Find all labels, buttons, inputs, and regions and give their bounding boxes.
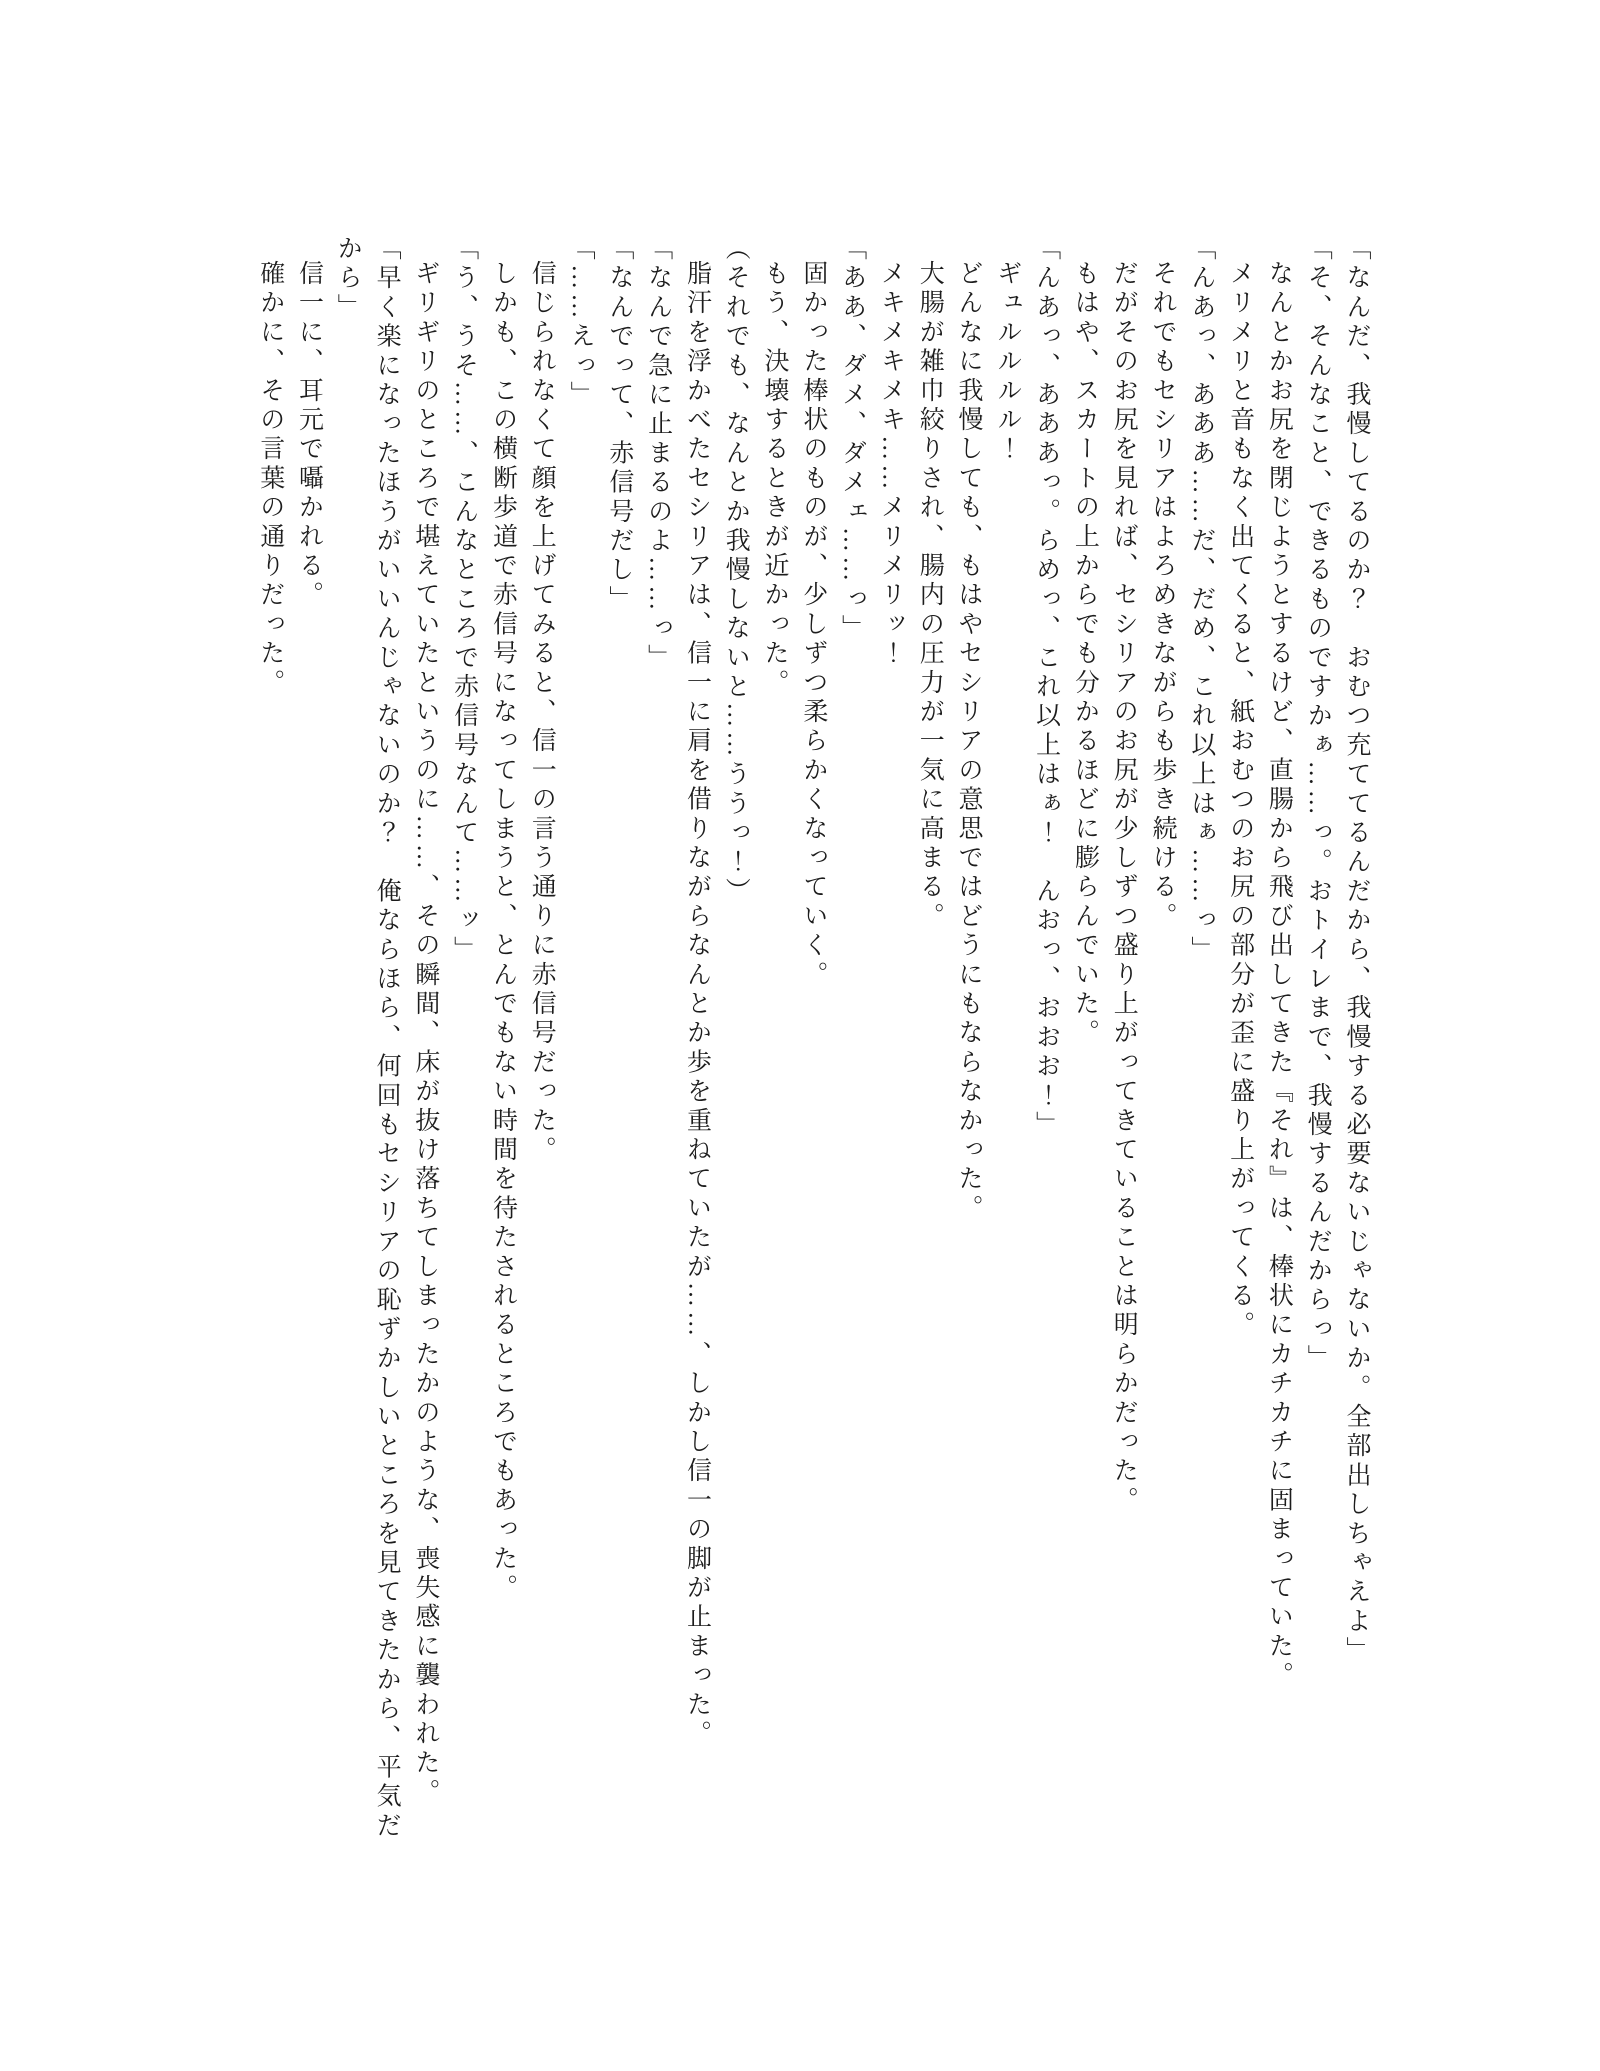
paragraph-line: なんとかお尻を閉じようとするけど、直腸から飛び出してきた『それ』は、棒状にカチカチに固まっていた。 [1265,260,1293,1691]
paragraph-line: 「う、うそ……、こんなところで赤信号なんて……ッ」 [450,235,478,965]
paragraph-line: 「そ、そんなこと、できるものですかぁ……っ。おトイレまで、我慢するんだからっ」 [1304,235,1332,1374]
paragraph-line: 「なんでって、赤信号だし」 [605,235,633,615]
vertical-text-block [250,235,1375,1841]
paragraph-line: 「んあっ、あああっ。らめっ、これ以上はぁ！ んおっ、おおお！」 [1032,235,1060,1141]
paragraph-line: それでもセシリアはよろめきながらも歩き続ける。 [1149,260,1177,932]
paragraph-line: 「ああ、ダメ、ダメェ……っ」 [838,235,866,644]
paragraph-line: 大腸が雑巾絞りされ、腸内の圧力が一気に高まる。 [916,260,944,932]
paragraph-line: だがそのお尻を見れば、セシリアのお尻が少しずつ盛り上がってきていることは明らかだった。 [1110,260,1138,1516]
paragraph-line: 脂汗を浮かべたセシリアは、信一に肩を借りながらなんとか歩を重ねていたが……、しかし信一の脚が止まった。 [683,260,711,1750]
paragraph-line: もう、決壊するときが近かった。 [761,260,789,698]
paragraph-line: もはや、スカートの上からでも分かるほどに膨らんでいた。 [1071,260,1099,1049]
paragraph-line: 固かった棒状のものが、少しずつ柔らかくなっていく。 [799,260,827,990]
paragraph-line: 信一に、耳元で囁かれる。 [295,260,323,611]
paragraph-line: どんなに我慢しても、もはやセシリアの意思ではどうにもならなかった。 [955,260,983,1224]
paragraph-line: 信じられなくて顔を上げてみると、信一の言う通りに赤信号だった。 [528,260,556,1166]
paragraph-line: 「なんで急に止まるのよ……っ」 [644,235,672,673]
paragraph-line: メキメキメキ……メリメリッ！ [877,260,905,669]
paragraph-line: メリメリと音もなく出てくると、紙おむつのお尻の部分が歪に盛り上がってくる。 [1226,260,1254,1341]
paragraph-line: ギリギリのところで堪えていたというのに……、その瞬間、床が抜け落ちてしまったかのような、喪失感に襲われた。 [411,260,439,1808]
paragraph-line: （それでも、なんとか我慢しないと……ううっ！） [722,235,750,907]
paragraph-line: しかも、この横断歩道で赤信号になってしまうと、とんでもない時間を待たされるところでもあった。 [489,260,517,1604]
paragraph-line: 「んあっ、あああ……だ、だめ、これ以上はぁ……っ」 [1187,235,1215,965]
paragraph-line: 「早く楽になったほうがいいんじゃないのか？ 俺ならほら、何回もセシリアの恥ずかしいところを見てきたから、平気だから」 [334,235,401,1841]
paragraph-line: 確かに、その言葉の通りだった。 [256,260,284,698]
paragraph-line: 「……えっ」 [567,235,595,411]
paragraph-line: 「なんだ、我慢してるのか？ おむつ充ててるんだから、我慢する必要ないじゃないか。全部出しちゃえよ」 [1343,235,1370,1666]
paragraph-line: ギュルルルル！ [993,260,1021,465]
